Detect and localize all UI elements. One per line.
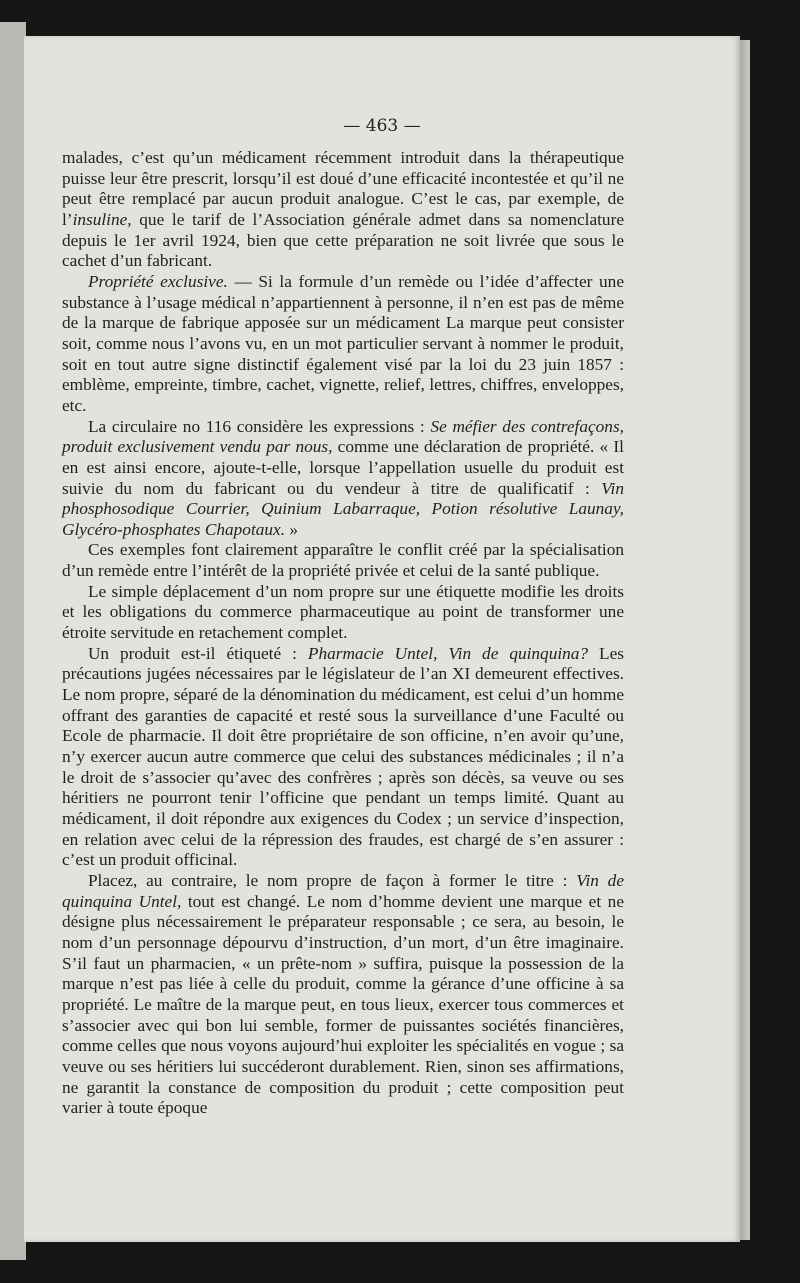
book-page bbox=[24, 36, 740, 1242]
paragraph bbox=[62, 644, 624, 871]
text-run: » bbox=[285, 519, 298, 539]
paragraph bbox=[62, 417, 624, 541]
italic-text: insuline, bbox=[72, 209, 132, 229]
paragraph bbox=[62, 272, 624, 417]
text-run: La circulaire no 116 considère les expressions : bbox=[87, 416, 431, 436]
italic-text: Pharmacie Untel, Vin de quinquina? bbox=[307, 643, 589, 663]
body-text bbox=[62, 148, 624, 1119]
text-run: que le tarif de l’Association générale admet dans sa nomenclature depuis le 1er avril 1924, bien que cette préparation ne soit livrée que sous le cachet d’un fabricant. bbox=[62, 209, 624, 271]
text-run: Les précautions jugées nécessaires par le législateur de l’an XI demeurent effectives. Le nom propre, séparé de la dénomination du médicament, est celui d’un homme offrant des garanties de capacité et resté sous la surveillance d’une Faculté ou Ecole de pharmacie. Il doit être propriétaire de son officine, n’en avoir qu’une, n’y exercer aucun autre commerce que celui des substances médicinales ; il n’a le droit de s’associer qu’avec des confrères ; après son décès, sa veuve ou ses héritiers ne pourront tenir l’officine que pendant un temps limité. Quant au médicament, il doit répondre aux exigences du Codex ; un service d’inspection, en relation avec celui de la répression des fraudes, est chargé de s’en assurer : c’est un produit officinal. bbox=[62, 643, 624, 870]
text-run: malades, c’est qu’un médicament récemment introduit dans la thérapeutique puisse leur être prescrit, lorsqu’il est doué d’une efficacité incontestée et qu’il ne peut être remplacé par aucun produit analogue. C’est le cas, par exemple, de l’ bbox=[62, 148, 624, 229]
text-run: Le simple déplacement d’un nom propre sur une étiquette modifie les droits et les obligations du commerce pharmaceutique au point de transformer une étroite servitude en retachement complet. bbox=[62, 581, 624, 643]
text-run: tout est changé. Le nom d’homme devient une marque et ne désigne plus nécessairement le préparateur responsable ; ce sera, au besoin, le nom d’un personnage dépourvu d’instruction, d’un mort, d’un être imaginaire. S’il faut un pharmacien, « un prête-nom » suffira, puisque la possession de la marque n’est pas liée à celle du produit, comme la gérance d’une officine à sa propriété. Le maître de la marque peut, en tous lieux, exercer tous commerces et s’associer avec qui bon lui semble, former de puissantes sociétés financières, comme celles que nous voyons aujourd’hui exploiter les spécialités en vogue ; sa veuve ou ses héritiers lui succéderont durablement. Rien, sinon ses affirmations, ne garantit la constance de composition du produit ; cette composition peut varier à toute époque bbox=[62, 891, 624, 1118]
text-run: Ces exemples font clairement apparaître le conflit créé par la spécialisation d’un remède entre l’intérêt de la propriété privée et celui de la santé publique. bbox=[62, 540, 624, 581]
text-run: — Si la formule d’un remède ou l’idée d’affecter une substance à l’usage médical n’appartiennent à personne, il n’en est pas de même de la marque de fabrique apposée sur un médicament La marque peut consister soit, comme nous l’avons vu, en un mot particulier servant à nommer le produit, soit en tout autre signe distinctif également visé par la loi du 23 juin 1857 : emblème, empreinte, timbre, cachet, vignette, relief, lettres, chiffres, enveloppes, etc. bbox=[62, 271, 624, 415]
italic-text: Propriété exclusive. bbox=[87, 271, 228, 291]
adjacent-page-edge bbox=[0, 22, 26, 1260]
paragraph bbox=[62, 871, 624, 1119]
italic-text: Vin phosphosodique Courrier, Quinium Labarraque, Potion résolutive Launay, Glycéro-phosphates Chapotaux. bbox=[62, 478, 624, 539]
italic-text: Se méfier des contrefaçons, produit exclusivement vendu par nous, bbox=[62, 416, 624, 457]
paragraph bbox=[62, 582, 624, 644]
text-run: Placez, au contraire, le nom propre de façon à former le titre : bbox=[87, 870, 577, 890]
text-run: Un produit est-il étiqueté : bbox=[87, 643, 308, 663]
paragraph bbox=[62, 148, 624, 272]
page-number: — 463 — bbox=[343, 116, 421, 136]
text-run: comme une déclaration de propriété. « Il en est ainsi encore, ajoute-t-elle, lorsque l’appellation usuelle du produit est suivie du nom du fabricant ou du vendeur à titre de qualificatif : bbox=[62, 437, 624, 498]
italic-text: Vin de quinquina Untel, bbox=[62, 870, 624, 911]
paragraph bbox=[62, 540, 624, 581]
